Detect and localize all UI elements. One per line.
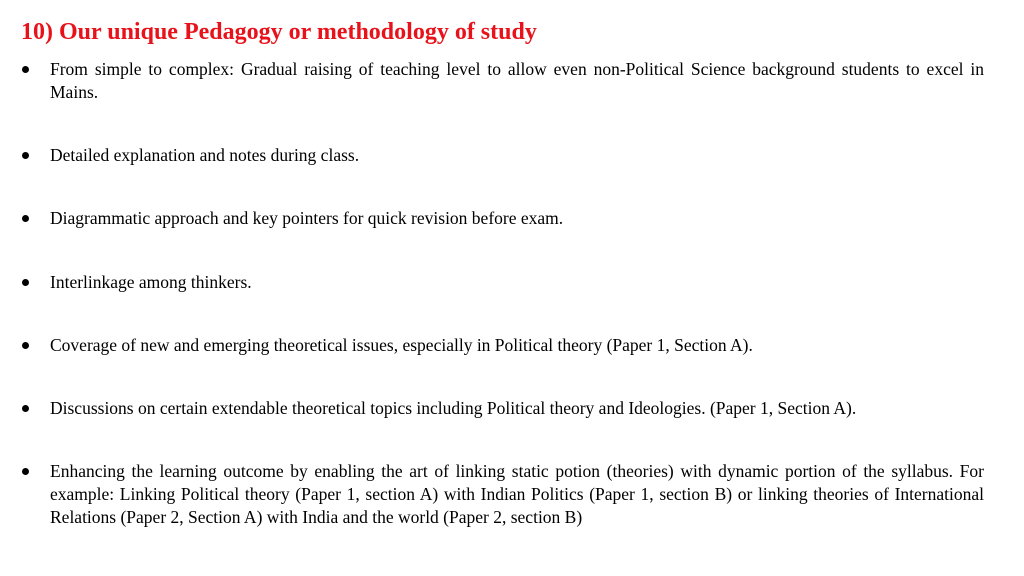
bullet-text: Discussions on certain extendable theoretical topics including Political theory and Ideologies. (Paper 1, Section A). <box>50 398 857 418</box>
bullet-text: Detailed explanation and notes during class. <box>50 145 360 165</box>
slide-title: 10) Our unique Pedagogy or methodology of study <box>21 19 537 45</box>
bullet-dot-icon <box>22 152 29 159</box>
bullet-dot-icon <box>22 342 29 349</box>
bullet-text: Coverage of new and emerging theoretical issues, especially in Political theory (Paper 1, Section A). <box>50 335 753 355</box>
bullet-dot-icon <box>22 215 29 222</box>
bullet-text: Enhancing the learning outcome by enabling the art of linking static potion (theories) with dynamic portion of the syllabus. For example: Linking Political theory (Paper 1, section A) with Indian Politics (Paper 1, section B) or linking theories of International Relations (Paper 2, Section A) with India and the world (Paper 2, section B) <box>50 461 984 527</box>
bullet-dot-icon <box>22 468 29 475</box>
bullet-text: Diagrammatic approach and key pointers for quick revision before exam. <box>50 208 564 228</box>
bullet-text: Interlinkage among thinkers. <box>50 272 252 292</box>
bullet-dot-icon <box>22 405 29 412</box>
bullet-dot-icon <box>22 279 29 286</box>
bullet-text: From simple to complex: Gradual raising of teaching level to allow even non-Political Science background students to excel in Mains. <box>50 59 984 102</box>
bullet-dot-icon <box>22 66 29 73</box>
